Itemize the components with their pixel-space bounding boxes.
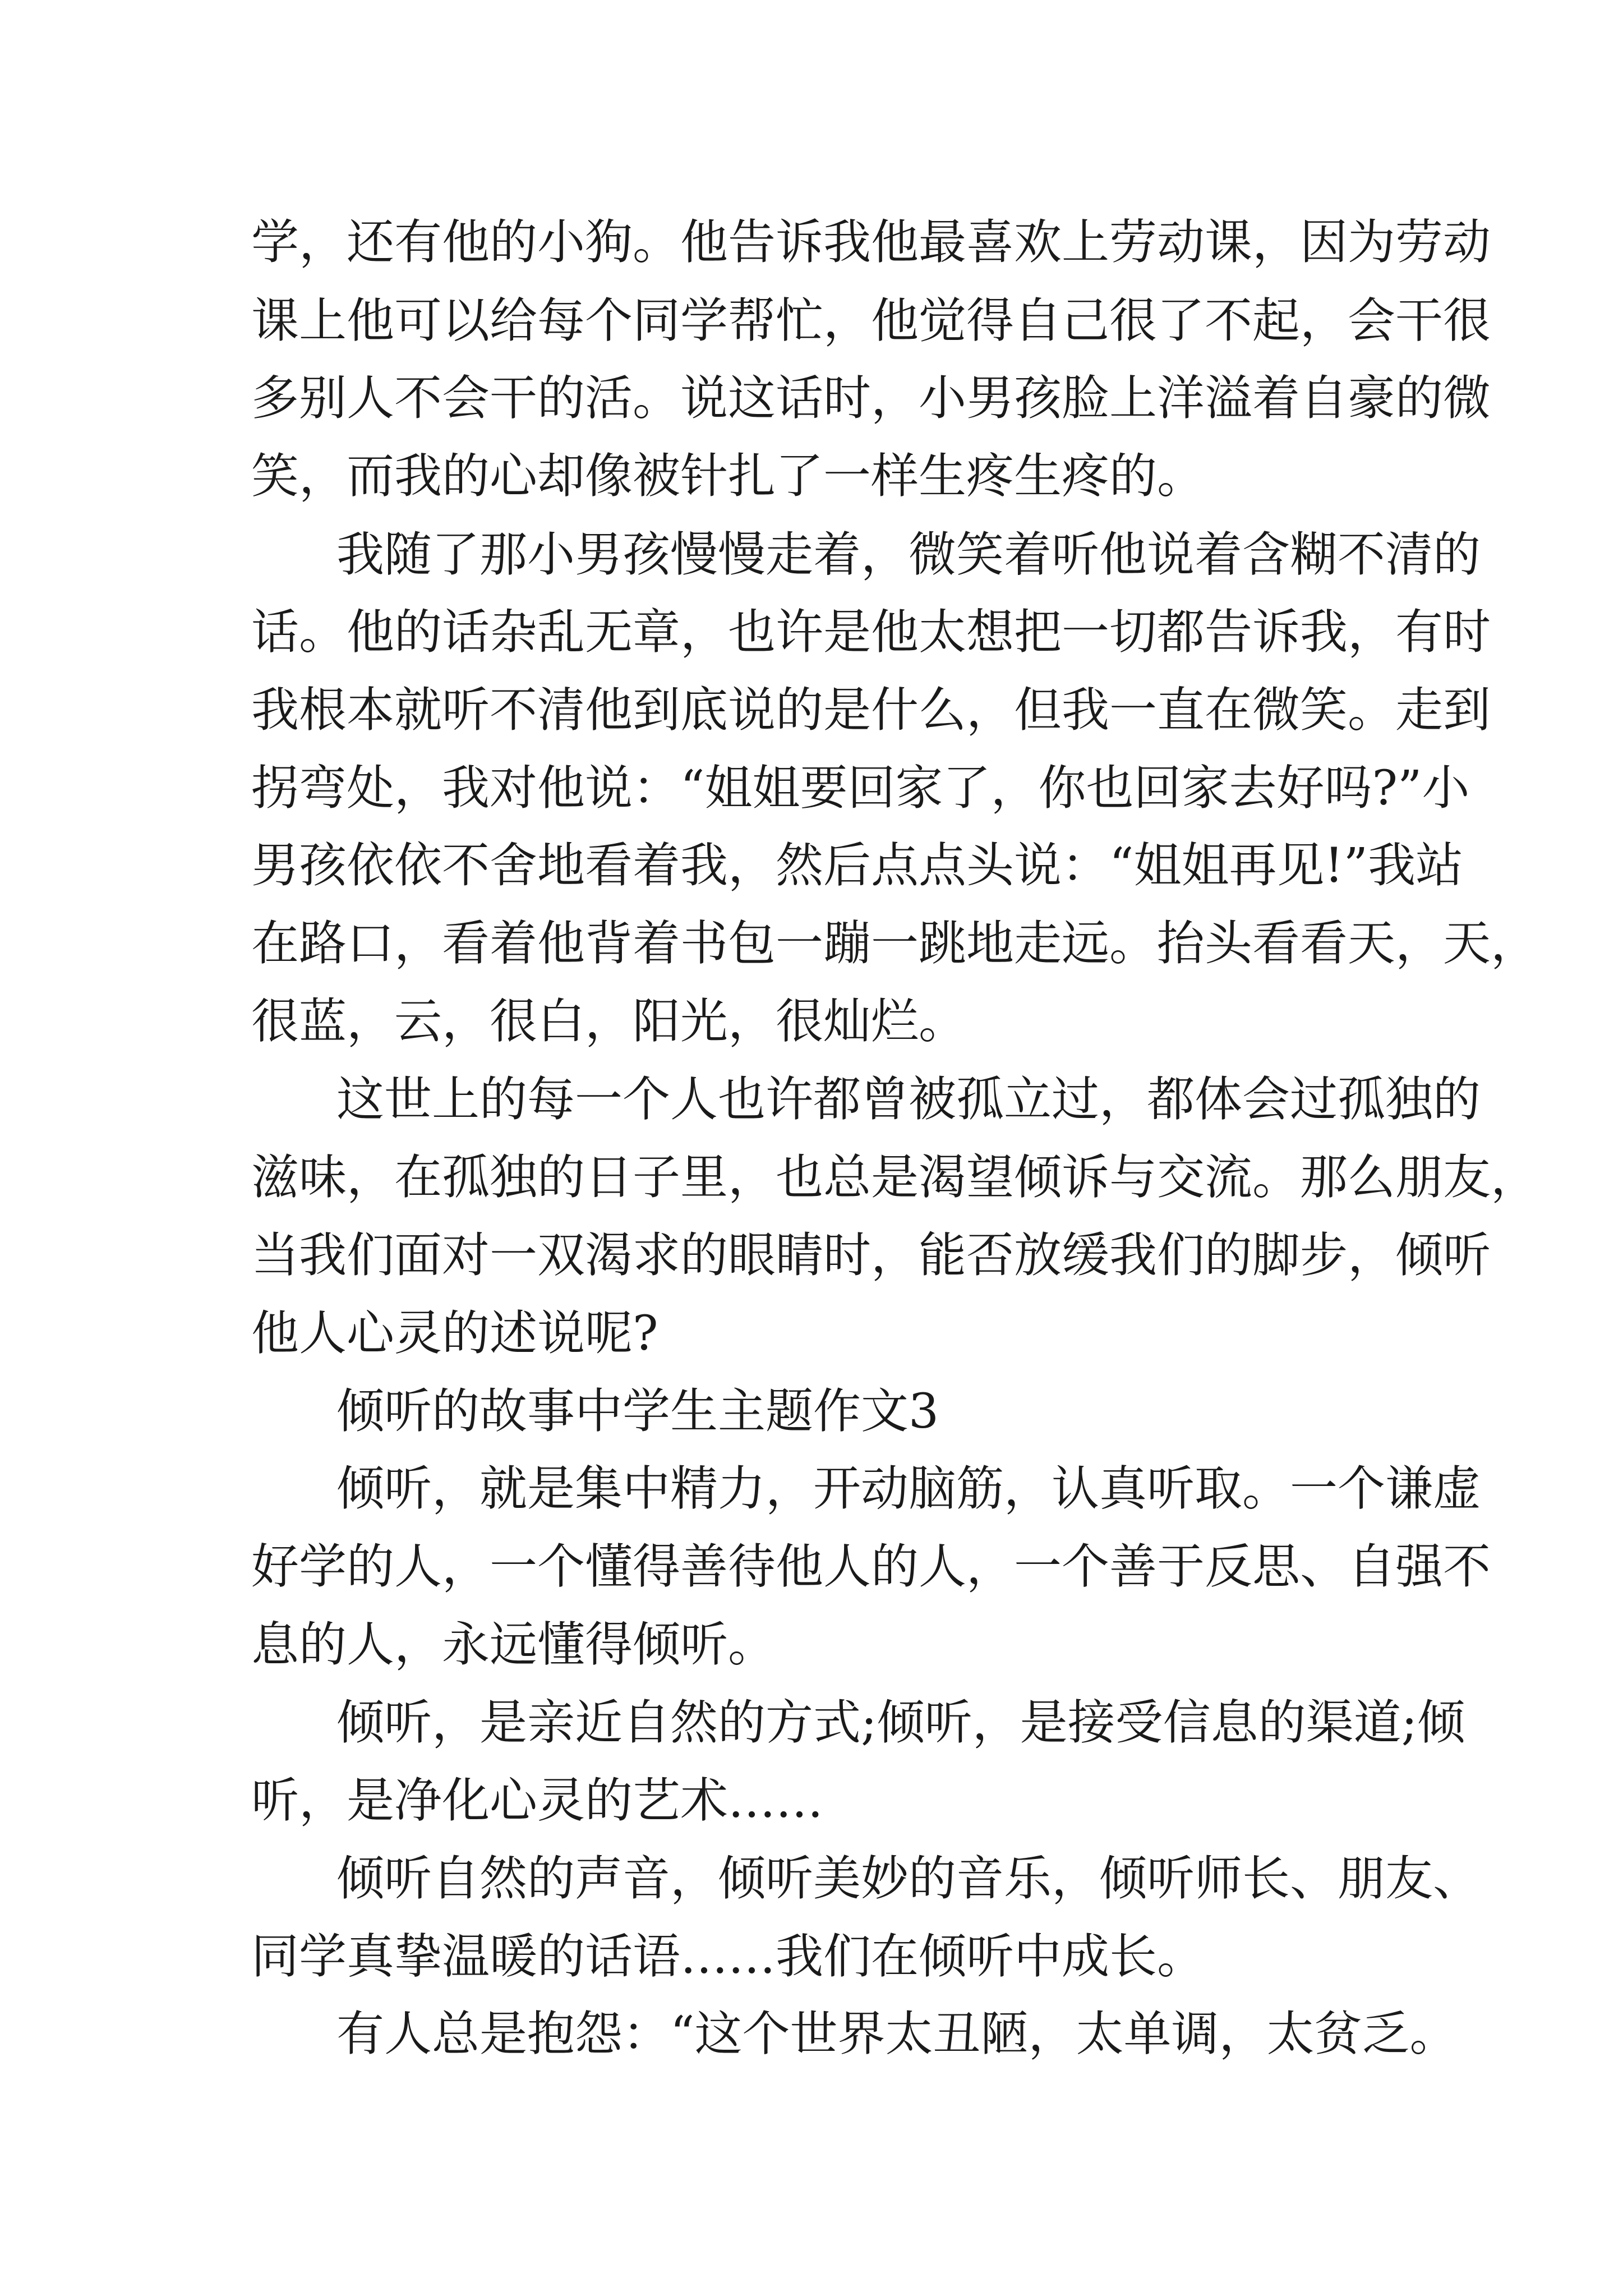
- paragraph-start-line: 倾听，是亲近自然的方式;倾听，是接受信息的渠道;倾: [336, 1695, 1465, 1751]
- paragraph-start-line: 我随了那小男孩慢慢走着，微笑着听他说着含糊不清的: [336, 527, 1481, 583]
- text-line: 好学的人，一个懂得善待他人的人，一个善于反思、自强不: [251, 1539, 1491, 1595]
- text-line: 滋味，在孤独的日子里，也总是渴望倾诉与交流。那么朋友，: [251, 1150, 1539, 1205]
- paragraph-start-line: 倾听自然的声音，倾听美妙的音乐，倾听师长、朋友、: [336, 1851, 1481, 1907]
- text-line: 学，还有他的小狗。他告诉我他最喜欢上劳动课，因为劳动: [251, 215, 1491, 270]
- text-line: 息的人，永远懂得倾听。: [251, 1617, 776, 1673]
- text-line: 他人心灵的述说呢?: [251, 1306, 658, 1361]
- text-line: 我根本就听不清他到底说的是什么，但我一直在微笑。走到: [251, 683, 1491, 738]
- paragraph-start-line: 有人总是抱怨：“这个世界太丑陋，太单调，太贫乏。: [336, 2007, 1458, 2062]
- text-line: 听，是净化心灵的艺术……: [251, 1773, 824, 1829]
- text-line: 在路口，看着他背着书包一蹦一跳地走远。抬头看看天，天，: [251, 916, 1539, 972]
- text-line: 同学真挚温暖的话语……我们在倾听中成长。: [251, 1929, 1205, 1985]
- text-line: 话。他的话杂乱无章，也许是他太想把一切都告诉我，有时: [251, 605, 1491, 660]
- text-line: 拐弯处，我对他说：“姐姐要回家了，你也回家去好吗?”小: [251, 761, 1470, 816]
- paragraph-start-line: 倾听，就是集中精力，开动脑筋，认真听取。一个谦虚: [336, 1461, 1481, 1517]
- paragraph-start-line: 这世上的每一个人也许都曾被孤立过，都体会过孤独的: [336, 1072, 1481, 1128]
- text-line: 很蓝，云，很白，阳光，很灿烂。: [251, 994, 967, 1050]
- text-line: 男孩依依不舍地看着我，然后点点头说：“姐姐再见!”我站: [251, 838, 1464, 894]
- text-line: 当我们面对一双渴求的眼睛时，能否放缓我们的脚步，倾听: [251, 1228, 1491, 1283]
- text-line: 多别人不会干的活。说这话时，小男孩脸上洋溢着自豪的微: [251, 371, 1491, 426]
- section-heading: 倾听的故事中学生主题作文3: [336, 1384, 939, 1439]
- text-line: 课上他可以给每个同学帮忙，他觉得自己很了不起，会干很: [251, 293, 1491, 349]
- text-line: 笑，而我的心却像被针扎了一样生疼生疼的。: [251, 449, 1205, 504]
